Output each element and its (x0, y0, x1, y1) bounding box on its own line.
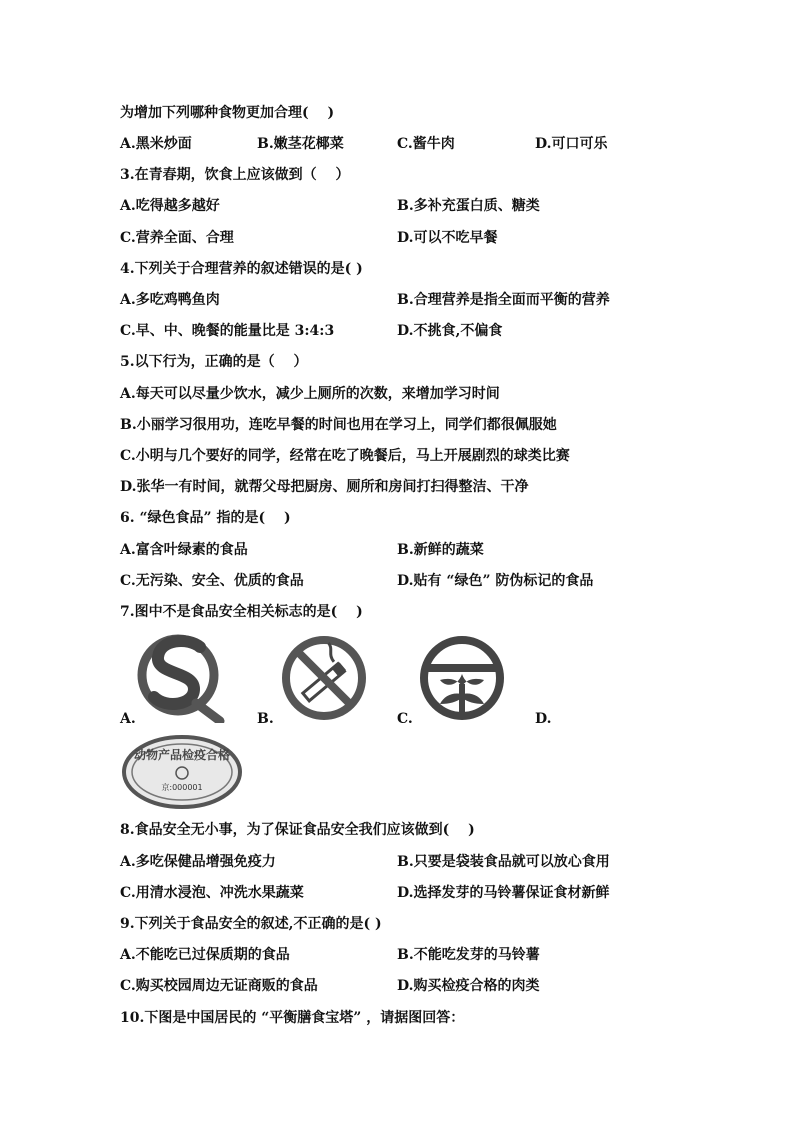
question-5-stem: 5.以下行为，正确的是（ ） (120, 354, 308, 370)
q5-option-d: D.张华一有时间，就帮父母把厨房、厕所和房间打扫得整洁、干净 (120, 479, 529, 495)
question-8-stem: 8.食品安全无小事，为了保证食品安全我们应该做到( ) (120, 822, 475, 838)
q8-option-d: D.选择发芽的马铃薯保证食材新鲜 (397, 885, 610, 901)
q7-label-a: A. (120, 711, 136, 727)
q4-option-b: B.合理营养是指全面而平衡的营养 (397, 292, 610, 308)
q9-option-c: C.购买校园周边无证商贩的食品 (120, 978, 318, 994)
q6-option-b: B.新鲜的蔬菜 (397, 542, 484, 558)
q7-label-d: D. (535, 711, 552, 727)
q8-option-c: C.用清水浸泡、冲洗水果蔬菜 (120, 885, 304, 901)
stamp-text: 动物产品检疫合格 (133, 748, 231, 762)
question-10-stem: 10.下图是中国居民的 “平衡膳食宝塔” ，请据图回答： (120, 1010, 465, 1026)
q3-option-d: D.可以不吃早餐 (397, 230, 498, 246)
q4-option-c: C.早、中、晚餐的能量比是 3:4:3 (120, 323, 335, 339)
q6-option-a: A.富含叶绿素的食品 (120, 542, 248, 558)
option-d: D.可口可乐 (535, 136, 608, 152)
q8-option-b: B.只要是袋装食品就可以放心食用 (397, 854, 610, 870)
question-7-stem: 7.图中不是食品安全相关标志的是( ) (120, 604, 363, 620)
q7-label-c: C. (397, 711, 413, 727)
q6-option-d: D.贴有 “绿色” 防伪标记的食品 (397, 573, 594, 589)
q9-option-b: B.不能吃发芽的马铃薯 (397, 947, 540, 963)
option-c: C.酱牛肉 (397, 136, 455, 152)
q3-option-b: B.多补充蛋白质、糖类 (397, 198, 540, 214)
q5-option-b: B.小丽学习很用功，连吃早餐的时间也用在学习上，同学们都很佩服她 (120, 417, 557, 433)
q8-option-a: A.多吃保健品增强免疫力 (120, 854, 276, 870)
q6-option-c: C.无污染、安全、优质的食品 (120, 573, 304, 589)
question-3-stem: 3.在青春期，饮食上应该做到（ ） (120, 167, 350, 183)
qs-logo-icon (130, 633, 230, 723)
q3-option-c: C.营养全面、合理 (120, 230, 234, 246)
stamp-code: 京:000001 (161, 783, 203, 792)
q4-option-a: A.多吃鸡鸭鱼肉 (120, 292, 220, 308)
option-b: B.嫩茎花椰菜 (257, 136, 344, 152)
q7-label-b: B. (257, 711, 274, 727)
question-4-stem: 4.下列关于合理营养的叙述错误的是( ) (120, 261, 363, 277)
question-6-stem: 6. “绿色食品” 指的是( ) (120, 510, 291, 526)
quarantine-stamp-icon (120, 733, 244, 811)
no-smoking-icon (280, 634, 368, 722)
q3-option-a: A.吃得越多越好 (120, 198, 220, 214)
intro-line: 为增加下列哪种食物更加合理( ) (120, 105, 335, 121)
question-9-stem: 9.下列关于食品安全的叙述,不正确的是( ) (120, 916, 382, 932)
q5-option-c: C.小明与几个要好的同学，经常在吃了晚餐后，马上开展剧烈的球类比赛 (120, 448, 570, 464)
green-food-logo-icon (418, 634, 506, 722)
q9-option-d: D.购买检疫合格的肉类 (397, 978, 540, 994)
q9-option-a: A.不能吃已过保质期的食品 (120, 947, 290, 963)
q5-option-a: A.每天可以尽量少饮水，减少上厕所的次数，来增加学习时间 (120, 386, 500, 402)
q4-option-d: D.不挑食,不偏食 (397, 323, 503, 339)
option-a: A.黑米炒面 (120, 136, 192, 152)
